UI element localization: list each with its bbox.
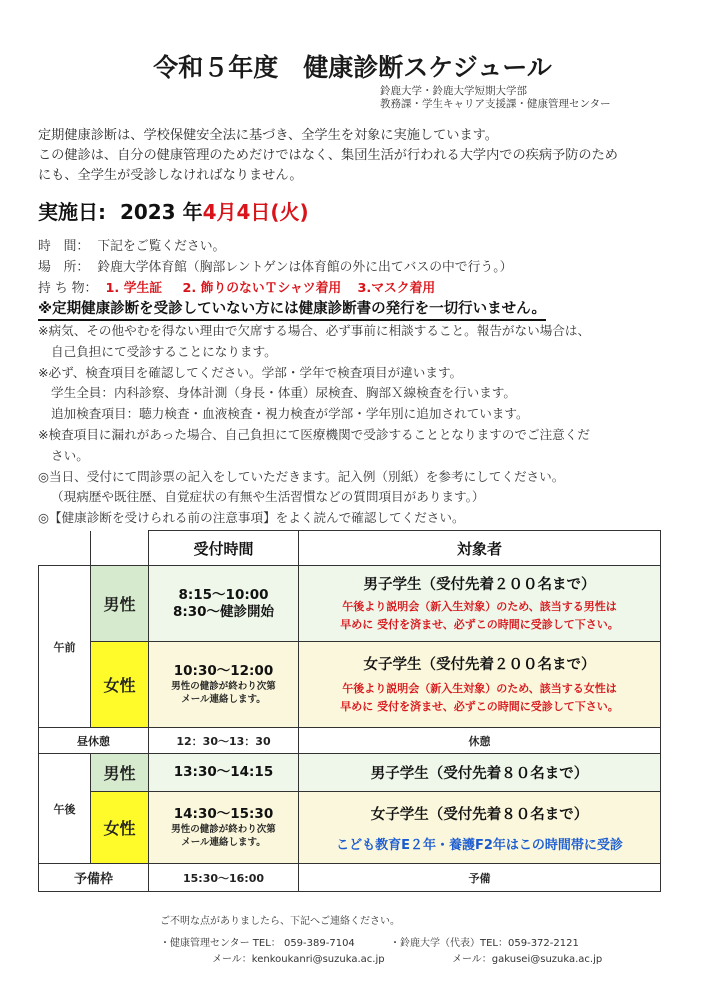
am-male-time-2: 8:30～健診開始 bbox=[172, 603, 275, 620]
table-row bbox=[39, 754, 661, 792]
target-cell bbox=[299, 792, 661, 864]
am-female-time-3: メール連絡します。 bbox=[181, 694, 266, 705]
am-female-note-1: 午後より説明会（新入生対象）のため、該当する女性は bbox=[342, 682, 617, 695]
header-target: 対象者 bbox=[299, 531, 661, 566]
note-4b: （現病歴や既往歴、自覚症状の有無や生活習慣などの質問項目があります。） bbox=[51, 489, 485, 505]
items-info bbox=[38, 277, 435, 296]
exam-date bbox=[38, 196, 309, 225]
reserve-label: 予備枠 bbox=[39, 864, 149, 892]
date-year: 2023 年 bbox=[119, 200, 203, 224]
note-3b: さい。 bbox=[51, 447, 89, 463]
pm-male-target: 男子学生（受付先着８０名まで） bbox=[299, 754, 661, 792]
intro-line-1: 定期健康診断は、学校保健安全法に基づき、全学生を対象に実施しています。 bbox=[38, 128, 498, 143]
pm-female-target: 女子学生（受付先着８０名まで） bbox=[370, 806, 589, 823]
header-time: 受付時間 bbox=[149, 531, 299, 566]
time-label: 時 間： bbox=[38, 239, 90, 254]
pm-female-note: こども教育E２年・養護F2年はこの時間帯に受診 bbox=[336, 837, 623, 853]
contact-1-tel: ・健康管理センター TEL： 059-389-7104 bbox=[160, 938, 355, 949]
period-afternoon: 午後 bbox=[39, 754, 91, 864]
contact-2-tel: ・鈴鹿大学（代表）TEL：059-372-2121 bbox=[390, 938, 579, 949]
note-5: ◎【健康診断を受けられる前の注意事項】をよく読んで確認してください。 bbox=[38, 510, 465, 526]
place-label: 場 所： bbox=[38, 260, 90, 275]
intro-line-3: にも、全学生が受診しなければなりません。 bbox=[38, 168, 303, 183]
am-female-time-1: 10:30～12:00 bbox=[173, 663, 274, 679]
break-target: 休憩 bbox=[299, 728, 661, 754]
note-2b: 追加検査項目：聴力検査・血液検査・視力検査が学部・学年別に追加されています。 bbox=[51, 406, 529, 422]
break-label: 昼休憩 bbox=[39, 728, 149, 754]
period-morning: 午前 bbox=[39, 566, 91, 728]
item-student-id: 1. 学生証 bbox=[105, 281, 163, 296]
gender-male: 男性 bbox=[91, 754, 149, 792]
am-male-target: 男子学生（受付先着２００名まで） bbox=[363, 577, 596, 593]
break-time: 12：30～13：30 bbox=[149, 728, 299, 754]
gender-female: 女性 bbox=[91, 642, 149, 728]
schedule-table bbox=[38, 530, 661, 892]
place-value: 鈴鹿大学体育館（胸部レントゲンは体育館の外に出てバスの中で行う。） bbox=[97, 260, 513, 275]
corner-cell bbox=[39, 531, 91, 566]
footer-line: ご不明な点がありましたら、下記へご連絡ください。 bbox=[160, 916, 400, 927]
note-1b: 自己負担にて受診することになります。 bbox=[51, 343, 277, 359]
am-male-note-2: 早めに 受付を済ませ、必ずこの時間に受診して下さい。 bbox=[340, 618, 619, 631]
organization bbox=[380, 85, 611, 111]
page-title: 令和５年度 健康診断スケジュール bbox=[153, 53, 552, 82]
intro-text bbox=[38, 126, 618, 186]
time-value: 下記をご覧ください。 bbox=[97, 239, 226, 254]
gender-female: 女性 bbox=[91, 792, 149, 864]
corner-cell-2 bbox=[91, 531, 149, 566]
gender-male: 男性 bbox=[91, 566, 149, 642]
reserve-target: 予備 bbox=[299, 864, 661, 892]
time-cell bbox=[149, 792, 299, 864]
table-row bbox=[39, 566, 661, 642]
table-row bbox=[39, 792, 661, 864]
pm-female-time-2: 男性の健診が終わり次第 bbox=[171, 824, 276, 835]
items-label: 持 ち 物： bbox=[38, 281, 98, 296]
pm-female-time-1: 14:30～15:30 bbox=[173, 806, 274, 822]
time-info bbox=[38, 235, 225, 254]
table-row bbox=[39, 642, 661, 728]
contact-1-mail: メール：kenkoukanri@suzuka.ac.jp bbox=[212, 954, 385, 965]
time-cell bbox=[149, 566, 299, 642]
place-info bbox=[38, 256, 512, 275]
table-row bbox=[39, 728, 661, 754]
note-1a: ※病気、その他やむを得ない理由で欠席する場合、必ず事前に相談すること。報告がない場合は、 bbox=[38, 323, 591, 338]
note-2: ※必ず、検査項目を確認してください。学部・学年で検査項目が違います。 bbox=[38, 364, 463, 380]
warning-notice: ※定期健康診断を受診していない方には健康診断書の発行を一切行いません。 bbox=[38, 297, 546, 321]
target-cell bbox=[299, 566, 661, 642]
contact-2-mail: メール：gakusei@suzuka.ac.jp bbox=[452, 954, 603, 965]
reserve-time: 15:30～16:00 bbox=[149, 864, 299, 892]
item-tshirt: 2. 飾りのないＴシャツ着用 bbox=[182, 281, 342, 296]
time-cell bbox=[149, 642, 299, 728]
pm-male-time: 13:30～14:15 bbox=[149, 754, 299, 792]
target-cell bbox=[299, 642, 661, 728]
am-female-target: 女子学生（受付先着２００名まで） bbox=[363, 657, 596, 673]
am-male-time-1: 8:15～10:00 bbox=[178, 586, 269, 603]
am-female-time-2: 男性の健診が終わり次第 bbox=[171, 681, 276, 692]
note-3a: ※検査項目に漏れがあった場合、自己負担にて医療機関で受診することとなりますのでご注意くだ bbox=[38, 426, 590, 442]
org-line-2: 教務課・学生キャリア支援課・健康管理センター bbox=[380, 98, 611, 110]
date-label: 実施日: bbox=[38, 200, 106, 224]
date-day: 4月4日(火) bbox=[202, 200, 309, 224]
org-line-1: 鈴鹿大学・鈴鹿大学短期大学部 bbox=[380, 85, 527, 97]
note-2a: 学生全員：内科診察、身体計測（身長・体重）尿検査、胸部Ｘ線検査を行います。 bbox=[51, 385, 516, 401]
pm-female-time-3: メール連絡します。 bbox=[181, 837, 266, 848]
table-header-row bbox=[39, 531, 661, 566]
item-mask: 3.マスク着用 bbox=[357, 281, 436, 296]
am-female-note-2: 早めに 受付を済ませ、必ずこの時間に受診して下さい。 bbox=[340, 700, 619, 713]
intro-line-2: この健診は、自分の健康管理のためだけではなく、集団生活が行われる大学内での疾病予防のため bbox=[38, 148, 618, 163]
note-4a: ◎当日、受付にて問診票の記入をしていただきます。記入例（別紙）を参考にしてください。 bbox=[38, 468, 565, 484]
notes bbox=[38, 321, 590, 529]
table-row bbox=[39, 864, 661, 892]
am-male-note-1: 午後より説明会（新入生対象）のため、該当する男性は bbox=[342, 600, 617, 613]
